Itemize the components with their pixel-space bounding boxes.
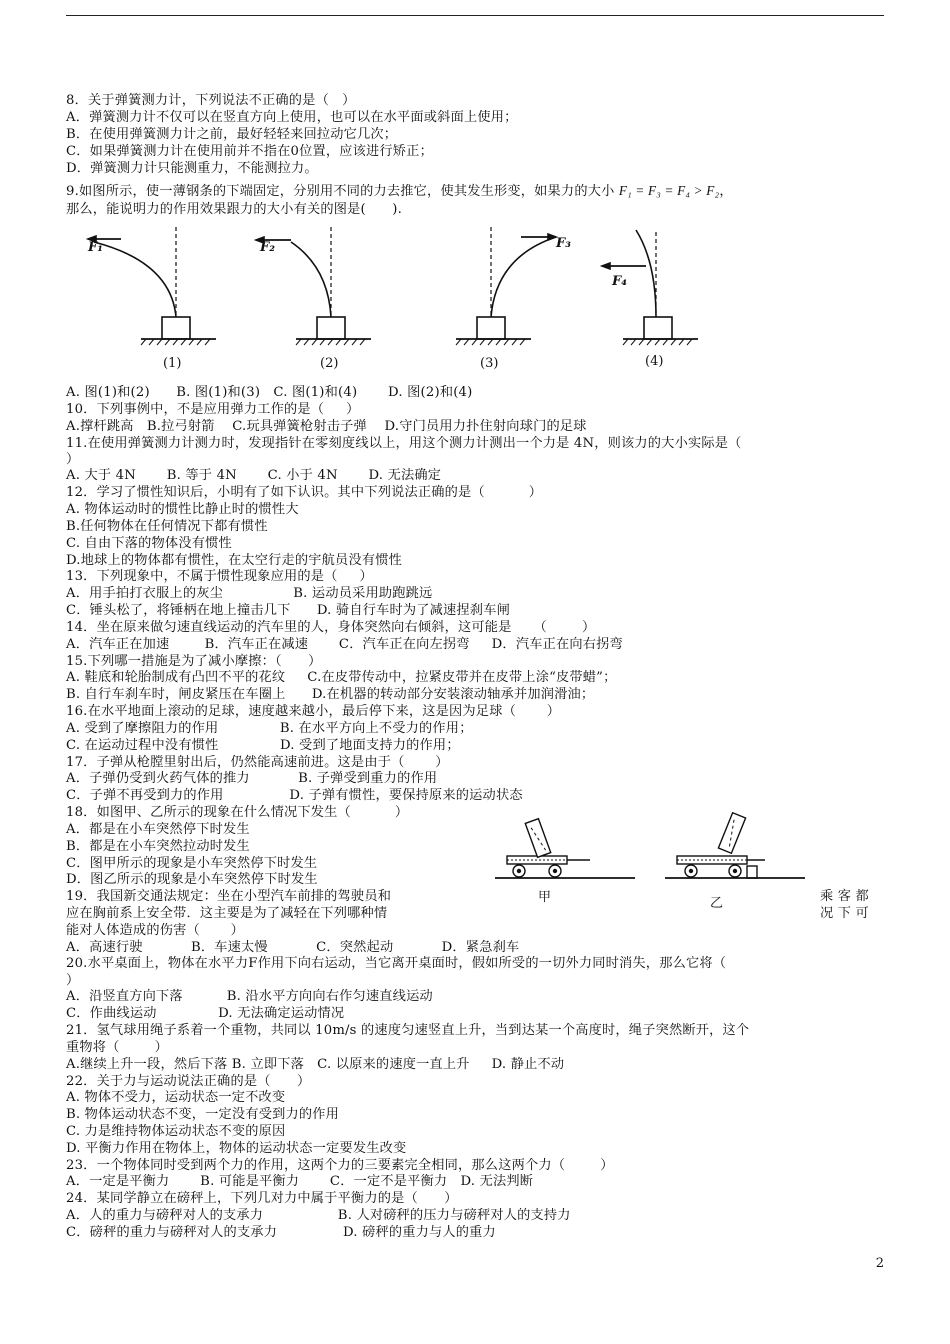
q18-option-a: A．都是在小车突然停下时发生 bbox=[66, 822, 250, 837]
q19-line1-right: 乘 客 都 bbox=[820, 889, 869, 904]
q18-stem: 18．如图甲、乙所示的现象在什么情况下发生（ ） bbox=[66, 805, 409, 820]
q9-label-f3: F₃ bbox=[556, 236, 571, 251]
q16-stem: 16.在水平地面上滚动的足球，速度越来越小，最后停下来，这是因为足球（ ） bbox=[66, 704, 561, 719]
q19-line2: 应在胸前系上安全带．这主要是为了减轻在下列哪种情 bbox=[66, 906, 388, 921]
q18-option-d: D．图乙所示的现象是小车突然停下时发生 bbox=[66, 872, 318, 887]
q24-options-ab: A．人的重力与磅秤对人的支承力 B. 人对磅秤的压力与磅秤对人的支持力 bbox=[66, 1208, 571, 1223]
q15-stem: 15.下列哪一措施是为了减小摩擦：（ ） bbox=[66, 654, 322, 669]
q21-stem-cont: 重物将（ ） bbox=[66, 1040, 169, 1055]
q11-stem: 11.在使用弹簧测力计测力时，发现指针在零刻度线以上，用这个测力计测出一个力是 4N，则该力的大小实际是（ bbox=[66, 436, 742, 451]
q9-caption-2: (2) bbox=[320, 356, 339, 371]
q9-label-f2: F₂ bbox=[260, 240, 275, 255]
q17-options-ab: A．子弹仍受到火药气体的推力 B. 子弹受到重力的作用 bbox=[66, 771, 438, 786]
q10-stem: 10．下列事例中，不是应用弹力工作的是（ ） bbox=[66, 402, 360, 417]
q14-stem: 14．坐在原来做匀速直线运动的汽车里的人，身体突然向右倾斜，这可能是 （ ） bbox=[66, 620, 596, 635]
q9-caption-3: (3) bbox=[480, 356, 499, 371]
q24-options-cd: C．磅秤的重力与磅秤对人的支承力 D. 磅秤的重力与人的重力 bbox=[66, 1225, 496, 1240]
q9-stem-line2: 那么，能说明力的作用效果跟力的大小有关的图是( ). bbox=[66, 202, 402, 217]
q8-option-a: A．弹簧测力计不仅可以在竖直方向上使用，也可以在水平面或斜面上使用； bbox=[66, 110, 518, 125]
q22-stem: 22．关于力与运动说法正确的是（ ） bbox=[66, 1074, 311, 1089]
q24-stem: 24．某同学静立在磅秤上，下列几对力中属于平衡力的是（ ） bbox=[66, 1191, 458, 1206]
q13-options-cd: C．锤头松了，将锤柄在地上撞击几下 D. 骑自行车时为了减速捏刹车闸 bbox=[66, 603, 510, 618]
q17-options-cd: C．子弹不再受到力的作用 D. 子弹有惯性，要保持原来的运动状态 bbox=[66, 788, 523, 803]
q15-options-ac: A. 鞋底和轮胎制成有凸凹不平的花纹 C.在皮带传动中，拉紧皮带并在皮带上涂“皮带蜡”； bbox=[66, 670, 617, 685]
q22-option-a: A. 物体不受力，运动状态一定不改变 bbox=[66, 1090, 286, 1105]
q12-option-d: D.地球上的物体都有惯性，在太空行走的宇航员没有惯性 bbox=[66, 553, 402, 568]
q9-stem-text: 9.如图所示，使一薄钢条的下端固定，分别用不同的力去推它，使其发生形变，如果力的大小 bbox=[66, 184, 619, 199]
q8-option-c: C．如果弹簧测力计在使用前并不指在0位置，应该进行矫正； bbox=[66, 144, 433, 159]
q12-stem: 12．学习了惯性知识后，小明有了如下认识。其中下列说法正确的是（ ） bbox=[66, 485, 543, 500]
q20-options-ab: A．沿竖直方向下落 B. 沿水平方向向右作匀速直线运动 bbox=[66, 989, 433, 1004]
q23-options: A．一定是平衡力 B. 可能是平衡力 C．一定不是平衡力 D. 无法判断 bbox=[66, 1174, 534, 1189]
q9-label-f1: F₁ bbox=[88, 240, 103, 255]
q8-option-b: B．在使用弹簧测力计之前，最好轻轻来回拉动它几次； bbox=[66, 127, 398, 142]
q20-stem: 20.水平桌面上，物体在水平力F作用下向右运动，当它离开桌面时，假如所受的一切外力同时消失，那么它将（ bbox=[66, 956, 727, 971]
q8-stem: 8．关于弹簧测力计，下列说法不正确的是（ ） bbox=[66, 93, 356, 108]
q9-label-f4: F₄ bbox=[612, 274, 627, 289]
q17-stem: 17．子弹从枪膛里射出后，仍然能高速前进。这是由于（ ） bbox=[66, 755, 449, 770]
q15-options-bd: B. 自行车刹车时，闸皮紧压在车圈上 D.在机器的转动部分安装滚动轴承并加润滑油； bbox=[66, 687, 595, 702]
q21-options: A.继续上升一段，然后下落 B. 立即下落 C. 以原来的速度一直上升 D. 静止不动 bbox=[66, 1057, 565, 1072]
q19-options: A．高速行驶 B．车速太慢 C．突然起动 D．紧急刹车 bbox=[66, 940, 520, 955]
q21-stem: 21．氢气球用绳子系着一个重物，共同以 10m/s 的速度匀速竖直上升，当到达某一个高度时，绳子突然断开，这个 bbox=[66, 1023, 750, 1038]
q22-option-b: B. 物体运动状态不变，一定没有受到力的作用 bbox=[66, 1107, 340, 1122]
q11-stem-cont: ） bbox=[66, 452, 80, 467]
q12-option-c: C. 自由下落的物体没有惯性 bbox=[66, 536, 232, 551]
q9-caption-1: (1) bbox=[163, 356, 182, 371]
q23-stem: 23．一个物体同时受到两个力的作用，这两个力的三要素完全相同，那么这两个力（ ） bbox=[66, 1158, 614, 1173]
q16-options-cd: C. 在运动过程中没有惯性 D. 受到了地面支持力的作用； bbox=[66, 738, 460, 753]
q19-line2-right: 况 下 可 bbox=[820, 906, 869, 921]
page-number: 2 bbox=[875, 1256, 884, 1271]
q13-options-ab: A．用手拍打衣服上的灰尘 B. 运动员采用助跑跳远 bbox=[66, 586, 433, 601]
q9-stem-end: ， bbox=[719, 184, 733, 199]
q11-options: A. 大于 4N B. 等于 4N C. 小于 4N D. 无法确定 bbox=[66, 468, 442, 483]
q18-option-b: B．都是在小车突然拉动时发生 bbox=[66, 839, 250, 854]
q9-options: A. 图(1)和(2) B. 图(1)和(3) C. 图(1)和(4) D. 图(2)和(4) bbox=[66, 385, 473, 400]
q16-options-ab: A. 受到了摩擦阻力的作用 B. 在水平方向上不受力的作用； bbox=[66, 721, 473, 736]
q22-option-d: D. 平衡力作用在物体上，物体的运动状态一定要发生改变 bbox=[66, 1141, 407, 1156]
q12-option-b: B.任何物体在任何情况下都有惯性 bbox=[66, 519, 268, 534]
q22-option-c: C. 力是维持物体运动状态不变的原因 bbox=[66, 1124, 286, 1139]
q12-option-a: A. 物体运动时的惯性比静止时的惯性大 bbox=[66, 502, 299, 517]
q9-formula: F₁ = F₃ = F₄ > F₂ bbox=[618, 183, 720, 198]
q20-options-cd: C．作曲线运动 D. 无法确定运动情况 bbox=[66, 1006, 345, 1021]
header-rule bbox=[66, 15, 884, 16]
q18-figure bbox=[495, 812, 805, 884]
q9-caption-4: (4) bbox=[645, 354, 664, 369]
q10-options: A.撑杆跳高 B.拉弓射箭 C.玩具弹簧枪射击子弹 D.守门员用力扑住射向球门的足球 bbox=[66, 419, 587, 434]
q14-options: A．汽车正在加速 B．汽车正在减速 C．汽车正在向左拐弯 D．汽车正在向右拐弯 bbox=[66, 637, 623, 652]
q18-option-c: C．图甲所示的现象是小车突然停下时发生 bbox=[66, 856, 318, 871]
q8-option-d: D．弹簧测力计只能测重力，不能测拉力。 bbox=[66, 161, 318, 176]
q19-line3: 能对人体造成的伤害（ ） bbox=[66, 923, 245, 938]
q18-label-jia: 甲 bbox=[538, 890, 552, 905]
q19-line1: 19．我国新交通法规定：坐在小型汽车前排的驾驶员和 bbox=[66, 889, 392, 904]
q13-stem: 13．下列现象中，不属于惯性现象应用的是（ ） bbox=[66, 569, 373, 584]
q9-stem bbox=[66, 183, 733, 200]
q18-label-yi: 乙 bbox=[710, 896, 724, 911]
q20-stem-cont: ） bbox=[66, 973, 80, 988]
